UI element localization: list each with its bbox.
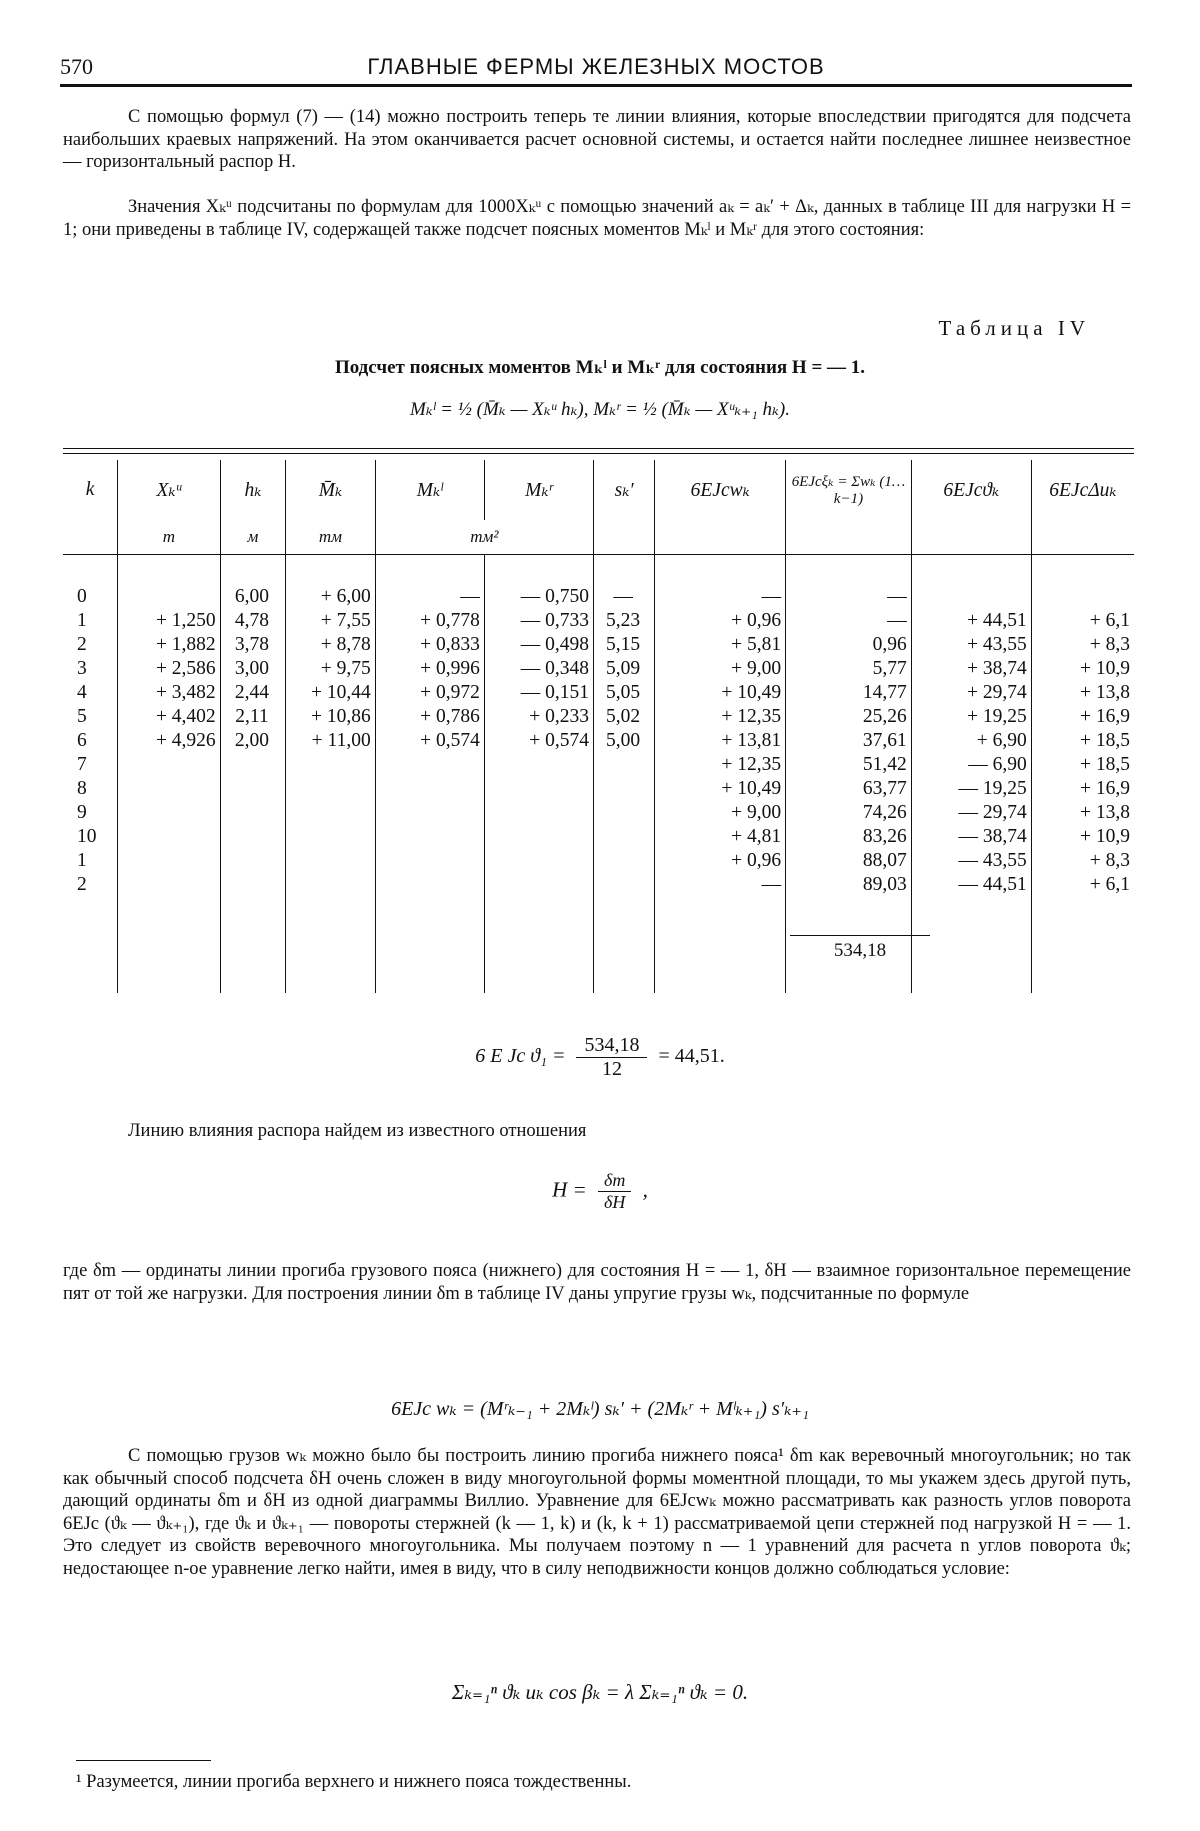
table-cell: —	[594, 585, 655, 609]
table-cell: 10	[77, 826, 97, 847]
table-cell: + 18,5	[1031, 753, 1134, 777]
table-cell: 0	[77, 586, 87, 607]
unit-cell	[655, 520, 786, 555]
unit-cell	[594, 520, 655, 555]
table-cell	[375, 825, 484, 849]
eq2-fraction	[598, 1170, 631, 1213]
table-cell: 14,77	[786, 681, 912, 705]
table-cell	[484, 849, 593, 873]
table-header-row	[63, 460, 1134, 520]
table-top-rule	[63, 448, 1134, 449]
paragraph-5: С помощью грузов wₖ можно было бы построить линию прогиба нижнего пояса¹ δm как веревочный многоугольник; но так как обычный способ подсчета δH очень сложен в виду многоугольной формы моментной площади, то мы укажем здесь другой путь, дающий ординаты δm и δH из одной диаграммы Виллио. Уравнение для 6EJcwₖ можно рассматривать как разность углов поворота 6EJc (ϑₖ — ϑₖ₊₁), где ϑₖ и ϑₖ₊₁ — повороты стержней (k — 1, k) и (k, k + 1) рассматриваемой цепи стержней под нагрузкой H = — 1. Это следует из свойств веревочного многоугольника. Мы получаем поэтому n — 1 уравнений для расчета n углов поворота ϑₖ; недостающее n-ое уравнение легко найти, имея в виду, что в силу неподвижности концов должно соблюдаться условие:	[63, 1446, 1131, 1579]
table-cell	[220, 777, 286, 801]
table-cell: 2,44	[220, 681, 286, 705]
table-cell: + 8,3	[1031, 849, 1134, 873]
table-cell: 83,26	[786, 825, 912, 849]
col-header: Mₖʳ	[484, 460, 593, 520]
table-cell: 6	[77, 730, 87, 751]
table-cell: —	[375, 585, 484, 609]
table-cell	[375, 753, 484, 777]
eq1-denominator: 12	[601, 1058, 622, 1080]
table-units-row	[63, 520, 1134, 555]
col-header: k	[85, 479, 95, 500]
table-cell: + 4,402	[118, 705, 221, 729]
table-cell: 5,02	[594, 705, 655, 729]
table-cell	[118, 777, 221, 801]
table-cell: + 1,882	[118, 633, 221, 657]
table-top-rule-2	[63, 453, 1134, 454]
table-cell: — 0,733	[484, 609, 593, 633]
table-cell	[375, 849, 484, 873]
table-cell: + 10,9	[1031, 825, 1134, 849]
table-spacer-row	[63, 555, 1134, 586]
table-cell: 1	[77, 850, 87, 871]
table-cell: + 16,9	[1031, 705, 1134, 729]
table-cell: 0,96	[786, 633, 912, 657]
table-cell: 5,77	[786, 657, 912, 681]
unit-cell	[63, 520, 118, 555]
table-cell	[220, 753, 286, 777]
table-cell	[594, 801, 655, 825]
table-cell: + 8,3	[1031, 633, 1134, 657]
table-cell: 5,05	[594, 681, 655, 705]
eq1-numerator: 534,18	[576, 1034, 647, 1058]
table-cell	[484, 825, 593, 849]
unit-cell: тм²	[375, 520, 593, 555]
table-cell: 2	[77, 874, 87, 895]
table-cell	[286, 849, 376, 873]
table-cell: + 19,25	[911, 705, 1031, 729]
eq2-lhs: H =	[552, 1177, 587, 1202]
table-cell	[118, 825, 221, 849]
table-row	[63, 609, 1134, 633]
table-cell: + 0,996	[375, 657, 484, 681]
table-cell: — 43,55	[911, 849, 1031, 873]
unit-cell	[786, 520, 912, 555]
table-cell	[484, 777, 593, 801]
table-cell: —	[786, 609, 912, 633]
table-cell: + 10,44	[286, 681, 376, 705]
table-row	[63, 729, 1134, 753]
table-cell: 88,07	[786, 849, 912, 873]
table-cell: + 13,81	[655, 729, 786, 753]
table-row	[63, 777, 1134, 801]
table-cell: + 10,49	[655, 777, 786, 801]
table-label: Таблица IV	[938, 316, 1090, 340]
table-cell	[286, 801, 376, 825]
table-cell	[484, 801, 593, 825]
table-cell	[286, 777, 376, 801]
table-row	[63, 705, 1134, 729]
table-cell: 3,78	[220, 633, 286, 657]
table-cell: —	[655, 585, 786, 609]
table-row	[63, 849, 1134, 873]
table-cell: — 0,151	[484, 681, 593, 705]
table-cell: —	[786, 585, 912, 609]
table-cell: + 6,1	[1031, 873, 1134, 897]
table-cell	[118, 801, 221, 825]
table-cell: — 44,51	[911, 873, 1031, 897]
table-cell: + 0,233	[484, 705, 593, 729]
table-cell	[118, 849, 221, 873]
table-cell: —	[655, 873, 786, 897]
table-cell: + 0,96	[655, 609, 786, 633]
table-cell: 4,78	[220, 609, 286, 633]
table-cell: + 43,55	[911, 633, 1031, 657]
table-cell: 2,00	[220, 729, 286, 753]
col-header: 6EJcΔuₖ	[1031, 460, 1134, 520]
table-cell: + 6,90	[911, 729, 1031, 753]
table-row	[63, 825, 1134, 849]
table-cell: 2,11	[220, 705, 286, 729]
table-cell: 5,00	[594, 729, 655, 753]
table-cell	[594, 777, 655, 801]
table-cell	[594, 849, 655, 873]
eq2-denominator: δH	[603, 1192, 626, 1212]
col-header: 6EJcϑₖ	[911, 460, 1031, 520]
running-title: ГЛАВНЫЕ ФЕРМЫ ЖЕЛЕЗНЫХ МОСТОВ	[367, 54, 825, 79]
table-cell: + 4,81	[655, 825, 786, 849]
table-cell	[594, 825, 655, 849]
table-row	[63, 585, 1134, 609]
table-cell: + 6,1	[1031, 609, 1134, 633]
paragraph-1: С помощью формул (7) — (14) можно построить теперь те линии влияния, которые впоследствии пригодятся для подсчета наибольших краевых напряжений. На этом оканчивается расчет основной системы, и остается найти последнее лишнее неизвестное — горизонтальный распор H.	[63, 107, 1131, 172]
table-row	[63, 681, 1134, 705]
table-cell	[286, 753, 376, 777]
table-cell: 2	[77, 634, 87, 655]
table-cell: + 44,51	[911, 609, 1031, 633]
table-body	[63, 555, 1134, 994]
unit-cell: тм	[286, 520, 376, 555]
paragraph-4: где δm — ординаты линии прогиба грузового пояса (нижнего) для состояния H = — 1, δH — взаимное горизонтальное перемещение пят от той же нагрузки. Для построения линии δm в таблице IV даны упругие грузы wₖ, подсчитанные по формуле	[63, 1261, 1131, 1304]
unit-cell	[1031, 520, 1134, 555]
col-header: 6EJcξₖ = Σwₖ (1…k−1)	[786, 460, 912, 520]
table-cell	[911, 585, 1031, 609]
table-cell: 3,00	[220, 657, 286, 681]
table-cell: + 0,574	[375, 729, 484, 753]
table-cell: — 0,750	[484, 585, 593, 609]
page-number: 570	[60, 54, 93, 79]
unit-cell	[911, 520, 1031, 555]
table-cell: + 11,00	[286, 729, 376, 753]
table-cell: + 0,574	[484, 729, 593, 753]
table-cell: 25,26	[786, 705, 912, 729]
table-cell: 1	[77, 610, 87, 631]
table-cell	[286, 873, 376, 897]
table-cell: + 13,8	[1031, 801, 1134, 825]
col-header: 6EJcwₖ	[655, 460, 786, 520]
eq2-numerator: δm	[598, 1170, 631, 1192]
table-cell: — 29,74	[911, 801, 1031, 825]
equation-condition: Σₖ₌₁ⁿ ϑₖ uₖ cos βₖ = λ Σₖ₌₁ⁿ ϑₖ = 0.	[451, 1680, 749, 1704]
table-cell	[484, 873, 593, 897]
table-cell	[375, 873, 484, 897]
table-cell: + 38,74	[911, 657, 1031, 681]
table-cell: + 29,74	[911, 681, 1031, 705]
table-cell: 5	[77, 706, 87, 727]
table-cell: 9	[77, 802, 87, 823]
table-cell: + 5,81	[655, 633, 786, 657]
table-cell	[594, 753, 655, 777]
table-cell: 4	[77, 682, 87, 703]
table-row	[63, 753, 1134, 777]
table-cell: + 10,49	[655, 681, 786, 705]
table-cell: 3	[77, 658, 87, 679]
col-header: Xₖᵘ	[118, 460, 221, 520]
table-cell: — 6,90	[911, 753, 1031, 777]
footnote: ¹ Разумеется, линии прогиба верхнего и нижнего пояса тождественны.	[76, 1772, 632, 1792]
equation-theta1	[0, 1034, 1200, 1081]
running-header	[60, 54, 1132, 87]
col-header: hₖ	[220, 460, 286, 520]
table-cell	[375, 777, 484, 801]
eq1-lhs: 6 E Jc ϑ₁ =	[475, 1045, 566, 1068]
table-cell	[220, 801, 286, 825]
table-cell: 63,77	[786, 777, 912, 801]
table-cell	[1031, 585, 1134, 609]
table-cell: 6,00	[220, 585, 286, 609]
table-cell: — 19,25	[911, 777, 1031, 801]
table-cell: + 12,35	[655, 753, 786, 777]
table-cell: + 18,5	[1031, 729, 1134, 753]
table-cell: + 13,8	[1031, 681, 1134, 705]
table-cell: + 7,55	[286, 609, 376, 633]
table-cell: 89,03	[786, 873, 912, 897]
table-cell	[118, 873, 221, 897]
table-cell: + 8,78	[286, 633, 376, 657]
unit-cell: m	[118, 520, 221, 555]
table-cell: + 10,9	[1031, 657, 1134, 681]
table-cell: 51,42	[786, 753, 912, 777]
equation-elastic-loads: 6EJc wₖ = (Mʳₖ₋₁ + 2Mₖˡ) sₖ′ + (2Mₖʳ + Mˡₖ₊₁) s′ₖ₊₁	[391, 1398, 809, 1420]
table-cell: — 0,348	[484, 657, 593, 681]
table-cell	[220, 873, 286, 897]
table-cell	[118, 753, 221, 777]
table-cell: + 0,778	[375, 609, 484, 633]
table-cell: + 12,35	[655, 705, 786, 729]
table-cell: 8	[77, 778, 87, 799]
table-cell	[118, 585, 221, 609]
eq1-fraction	[576, 1034, 647, 1081]
table-cell: + 16,9	[1031, 777, 1134, 801]
equation-thrust	[0, 1170, 1200, 1213]
col-header: sₖ′	[594, 460, 655, 520]
footnote-rule	[76, 1760, 211, 1761]
table-cell	[484, 753, 593, 777]
table-cell: 37,61	[786, 729, 912, 753]
col-header: Mₖˡ	[375, 460, 484, 520]
table-cell: + 9,00	[655, 801, 786, 825]
table-cell: 7	[77, 754, 87, 775]
table-cell: + 0,833	[375, 633, 484, 657]
table-cell: + 10,86	[286, 705, 376, 729]
table-title: Подсчет поясных моментов Mₖˡ и Mₖʳ для состояния H = — 1.	[334, 357, 866, 378]
table-cell: + 0,972	[375, 681, 484, 705]
table-cell: 5,15	[594, 633, 655, 657]
table-cell: + 1,250	[118, 609, 221, 633]
table-cell: — 0,498	[484, 633, 593, 657]
moments-table	[63, 460, 1134, 993]
eq1-rhs: = 44,51.	[658, 1045, 725, 1068]
table-row	[63, 873, 1134, 897]
table-cell: 5,23	[594, 609, 655, 633]
paragraph-3: Линию влияния распора найдем из известного отношения	[128, 1121, 587, 1141]
table-cell: + 9,00	[655, 657, 786, 681]
table-row	[63, 657, 1134, 681]
table-tail-row	[63, 897, 1134, 993]
table-row	[63, 801, 1134, 825]
table-cell: + 0,786	[375, 705, 484, 729]
table-cell	[220, 825, 286, 849]
table-formula: Mₖˡ = ½ (M̄ₖ — Xₖᵘ hₖ), Mₖʳ = ½ (M̄ₖ — Xᵘₖ₊₁ hₖ).	[409, 399, 791, 420]
table-cell: + 0,96	[655, 849, 786, 873]
table-cell: + 4,926	[118, 729, 221, 753]
table-cell: 74,26	[786, 801, 912, 825]
col-header: M̄ₖ	[286, 460, 376, 520]
table-cell: + 3,482	[118, 681, 221, 705]
unit-cell: м	[220, 520, 286, 555]
table-cell	[594, 873, 655, 897]
table-cell	[286, 825, 376, 849]
table-cell: + 9,75	[286, 657, 376, 681]
sum-value: 534,18	[790, 935, 930, 962]
table-cell: — 38,74	[911, 825, 1031, 849]
paragraph-2: Значения Xₖᵘ подсчитаны по формулам для 1000Xₖᵘ с помощью значений aₖ = aₖ′ + Δₖ, данных в таблице III для нагрузки H = 1; они приведены в таблице IV, содержащей также подсчет поясных моментов Mₖˡ и Mₖʳ для этого состояния:	[63, 197, 1131, 240]
table-cell	[220, 849, 286, 873]
table-row	[63, 633, 1134, 657]
table-cell	[375, 801, 484, 825]
table-cell: 5,09	[594, 657, 655, 681]
table-cell: + 2,586	[118, 657, 221, 681]
eq2-tail: ,	[642, 1177, 648, 1202]
table-cell: + 6,00	[286, 585, 376, 609]
